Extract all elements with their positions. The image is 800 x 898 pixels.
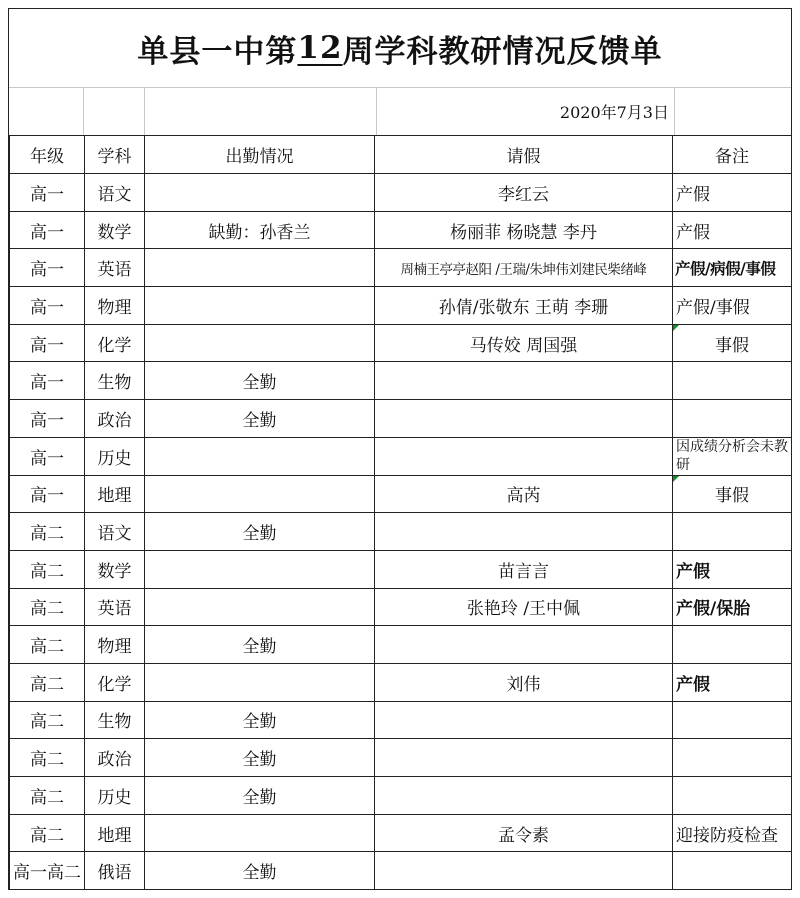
header-remark: 备注 [673,136,792,174]
subject-cell: 语文 [85,174,145,212]
remark-cell: 事假 [673,324,792,362]
table-row [10,550,792,588]
attendance-cell [145,550,375,588]
attendance-cell: 缺勤：孙香兰 [145,211,375,249]
remark-cell: 因成绩分析会未教研 [673,437,792,475]
remark-cell: 产假 [673,550,792,588]
header-attendance: 出勤情况 [145,136,375,174]
leave-cell: 马传姣 周国强 [375,324,673,362]
table-row [10,814,792,852]
table-row [10,362,792,400]
grade-cell: 高一 [10,211,85,249]
table-row [10,626,792,664]
subject-cell: 地理 [85,475,145,513]
attendance-cell [145,814,375,852]
grade-cell: 高二 [10,814,85,852]
grade-cell: 高二 [10,513,85,551]
table-row [10,400,792,438]
leave-cell: 张艳玲 /王中佩 [375,588,673,626]
leave-cell [375,437,673,475]
subject-cell: 生物 [85,701,145,739]
header-grade: 年级 [10,136,85,174]
remark-cell [673,739,792,777]
grade-cell: 高一 [10,437,85,475]
attendance-cell [145,588,375,626]
attendance-cell [145,324,375,362]
remark-cell: 产假 [673,211,792,249]
subject-cell: 数学 [85,550,145,588]
table-row [10,852,792,890]
subject-cell: 化学 [85,663,145,701]
grade-cell: 高二 [10,550,85,588]
leave-cell [375,777,673,815]
title-suffix: 周学科教研情况反馈单 [342,33,663,70]
grade-cell: 高二 [10,777,85,815]
subject-cell: 英语 [85,588,145,626]
remark-cell: 事假 [673,475,792,513]
table-row [10,588,792,626]
grade-cell: 高一高二 [10,852,85,890]
attendance-cell: 全勤 [145,400,375,438]
grade-cell: 高一 [10,174,85,212]
grade-cell: 高二 [10,739,85,777]
attendance-cell: 全勤 [145,362,375,400]
title-week-number: 12 [297,30,343,66]
leave-cell: 高芮 [375,475,673,513]
header-row [10,136,792,174]
leave-cell: 孟令素 [375,814,673,852]
leave-cell: 李红云 [375,174,673,212]
date-row [9,87,791,135]
attendance-cell: 全勤 [145,739,375,777]
subject-cell: 历史 [85,777,145,815]
remark-cell: 产假/事假 [673,287,792,325]
leave-cell: 周楠王亭亭赵阳 /王瑞/朱坤伟刘建民柴绪峰 [375,249,673,287]
remark-cell: 产假/病假/事假 [673,249,792,287]
attendance-cell [145,287,375,325]
leave-cell: 孙倩/张敬东 王萌 李珊 [375,287,673,325]
leave-cell [375,626,673,664]
attendance-cell: 全勤 [145,626,375,664]
remark-cell [673,852,792,890]
leave-cell: 刘伟 [375,663,673,701]
grade-cell: 高二 [10,588,85,626]
leave-cell: 苗言言 [375,550,673,588]
leave-cell [375,739,673,777]
subject-cell: 地理 [85,814,145,852]
table-row [10,437,792,475]
leave-cell [375,701,673,739]
table-row [10,777,792,815]
grade-cell: 高一 [10,362,85,400]
remark-cell [673,400,792,438]
remark-cell [673,626,792,664]
attendance-cell [145,475,375,513]
grade-cell: 高一 [10,475,85,513]
grade-cell: 高一 [10,287,85,325]
remark-cell [673,513,792,551]
attendance-cell: 全勤 [145,852,375,890]
table-row [10,513,792,551]
attendance-cell: 全勤 [145,777,375,815]
leave-cell: 杨丽菲 杨晓慧 李丹 [375,211,673,249]
remark-cell: 产假 [673,663,792,701]
table-row [10,287,792,325]
table-row [10,249,792,287]
leave-cell [375,400,673,438]
subject-cell: 政治 [85,400,145,438]
grade-cell: 高一 [10,400,85,438]
grade-cell: 高二 [10,701,85,739]
subject-cell: 数学 [85,211,145,249]
leave-cell [375,852,673,890]
attendance-cell [145,437,375,475]
grade-cell: 高二 [10,663,85,701]
grade-cell: 高一 [10,249,85,287]
title-prefix: 单县一中第 [137,33,298,70]
table-row [10,211,792,249]
subject-cell: 物理 [85,626,145,664]
attendance-cell: 全勤 [145,701,375,739]
subject-cell: 政治 [85,739,145,777]
remark-cell [673,362,792,400]
table-row [10,701,792,739]
attendance-cell: 全勤 [145,513,375,551]
header-leave: 请假 [375,136,673,174]
attendance-cell [145,174,375,212]
table-row [10,475,792,513]
table-row [10,739,792,777]
table-row [10,663,792,701]
table-row [10,174,792,212]
remark-cell: 迎接防疫检查 [673,814,792,852]
subject-cell: 化学 [85,324,145,362]
feedback-sheet [8,8,792,890]
leave-cell [375,362,673,400]
remark-cell: 产假/保胎 [673,588,792,626]
subject-cell: 英语 [85,249,145,287]
remark-cell: 产假 [673,174,792,212]
remark-cell [673,701,792,739]
remark-cell [673,777,792,815]
subject-cell: 物理 [85,287,145,325]
leave-cell [375,513,673,551]
table-row [10,324,792,362]
header-subject: 学科 [85,136,145,174]
report-date: 2020年7月3日 [559,102,669,122]
grade-cell: 高一 [10,324,85,362]
feedback-table [9,135,792,890]
subject-cell: 语文 [85,513,145,551]
sheet-title [9,9,791,88]
subject-cell: 历史 [85,437,145,475]
attendance-cell [145,663,375,701]
subject-cell: 生物 [85,362,145,400]
attendance-cell [145,249,375,287]
subject-cell: 俄语 [85,852,145,890]
grade-cell: 高二 [10,626,85,664]
